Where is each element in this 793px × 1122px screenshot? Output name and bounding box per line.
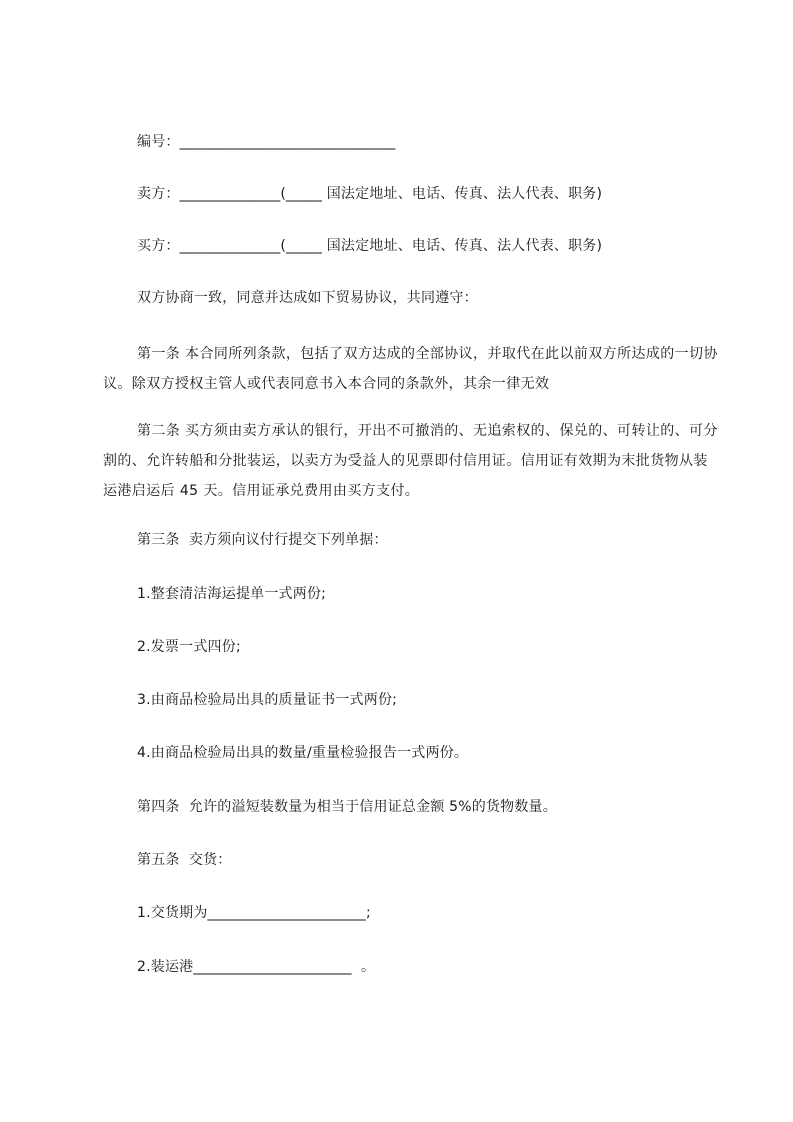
article-1: 第一条 本合同所列条款，包括了双方达成的全部协议，并取代在此以前双方所达成的一切协议。除双方授权主管人或代表同意书入本合同的条款外，其余一律无效 — [103, 346, 718, 392]
document-item-1: 1.整套清洁海运提单一式两份; — [137, 586, 327, 602]
article-5: 第五条 交货： — [137, 852, 232, 868]
document-item-2: 2.发票一式四份; — [137, 639, 241, 655]
seller-line: 卖方：______________(_____ 国法定地址、电话、传真、法人代表、职务) — [137, 186, 603, 202]
buyer-line: 买方：______________(_____ 国法定地址、电话、传真、法人代表、职务) — [137, 238, 603, 254]
article-3: 第三条 卖方须向议付行提交下列单据： — [137, 532, 388, 548]
document-item-4: 4.由商品检验局出具的数量/重量检验报告一式两份。 — [137, 745, 469, 761]
delivery-item-1: 1.交货期为______________________; — [137, 905, 371, 921]
contract-number-line: 编号：______________________________ — [137, 134, 396, 150]
article-2: 第二条 买方须由卖方承认的银行，开出不可撤消的、无追索权的、保兑的、可转让的、可分割的、允许转船和分批装运，以卖方为受益人的见票即付信用证。信用证有效期为末批货物从装运港启运后 45 天。信用证承兑费用由买方支付。 — [103, 423, 718, 499]
document-item-3: 3.由商品检验局出具的质量证书一式两份; — [137, 692, 398, 708]
intro-paragraph: 双方协商一致，同意并达成如下贸易协议，共同遵守： — [137, 290, 478, 306]
article-4: 第四条 允许的溢短装数量为相当于信用证总金额 5%的货物数量。 — [137, 799, 557, 815]
delivery-item-2: 2.装运港______________________ 。 — [137, 959, 376, 975]
